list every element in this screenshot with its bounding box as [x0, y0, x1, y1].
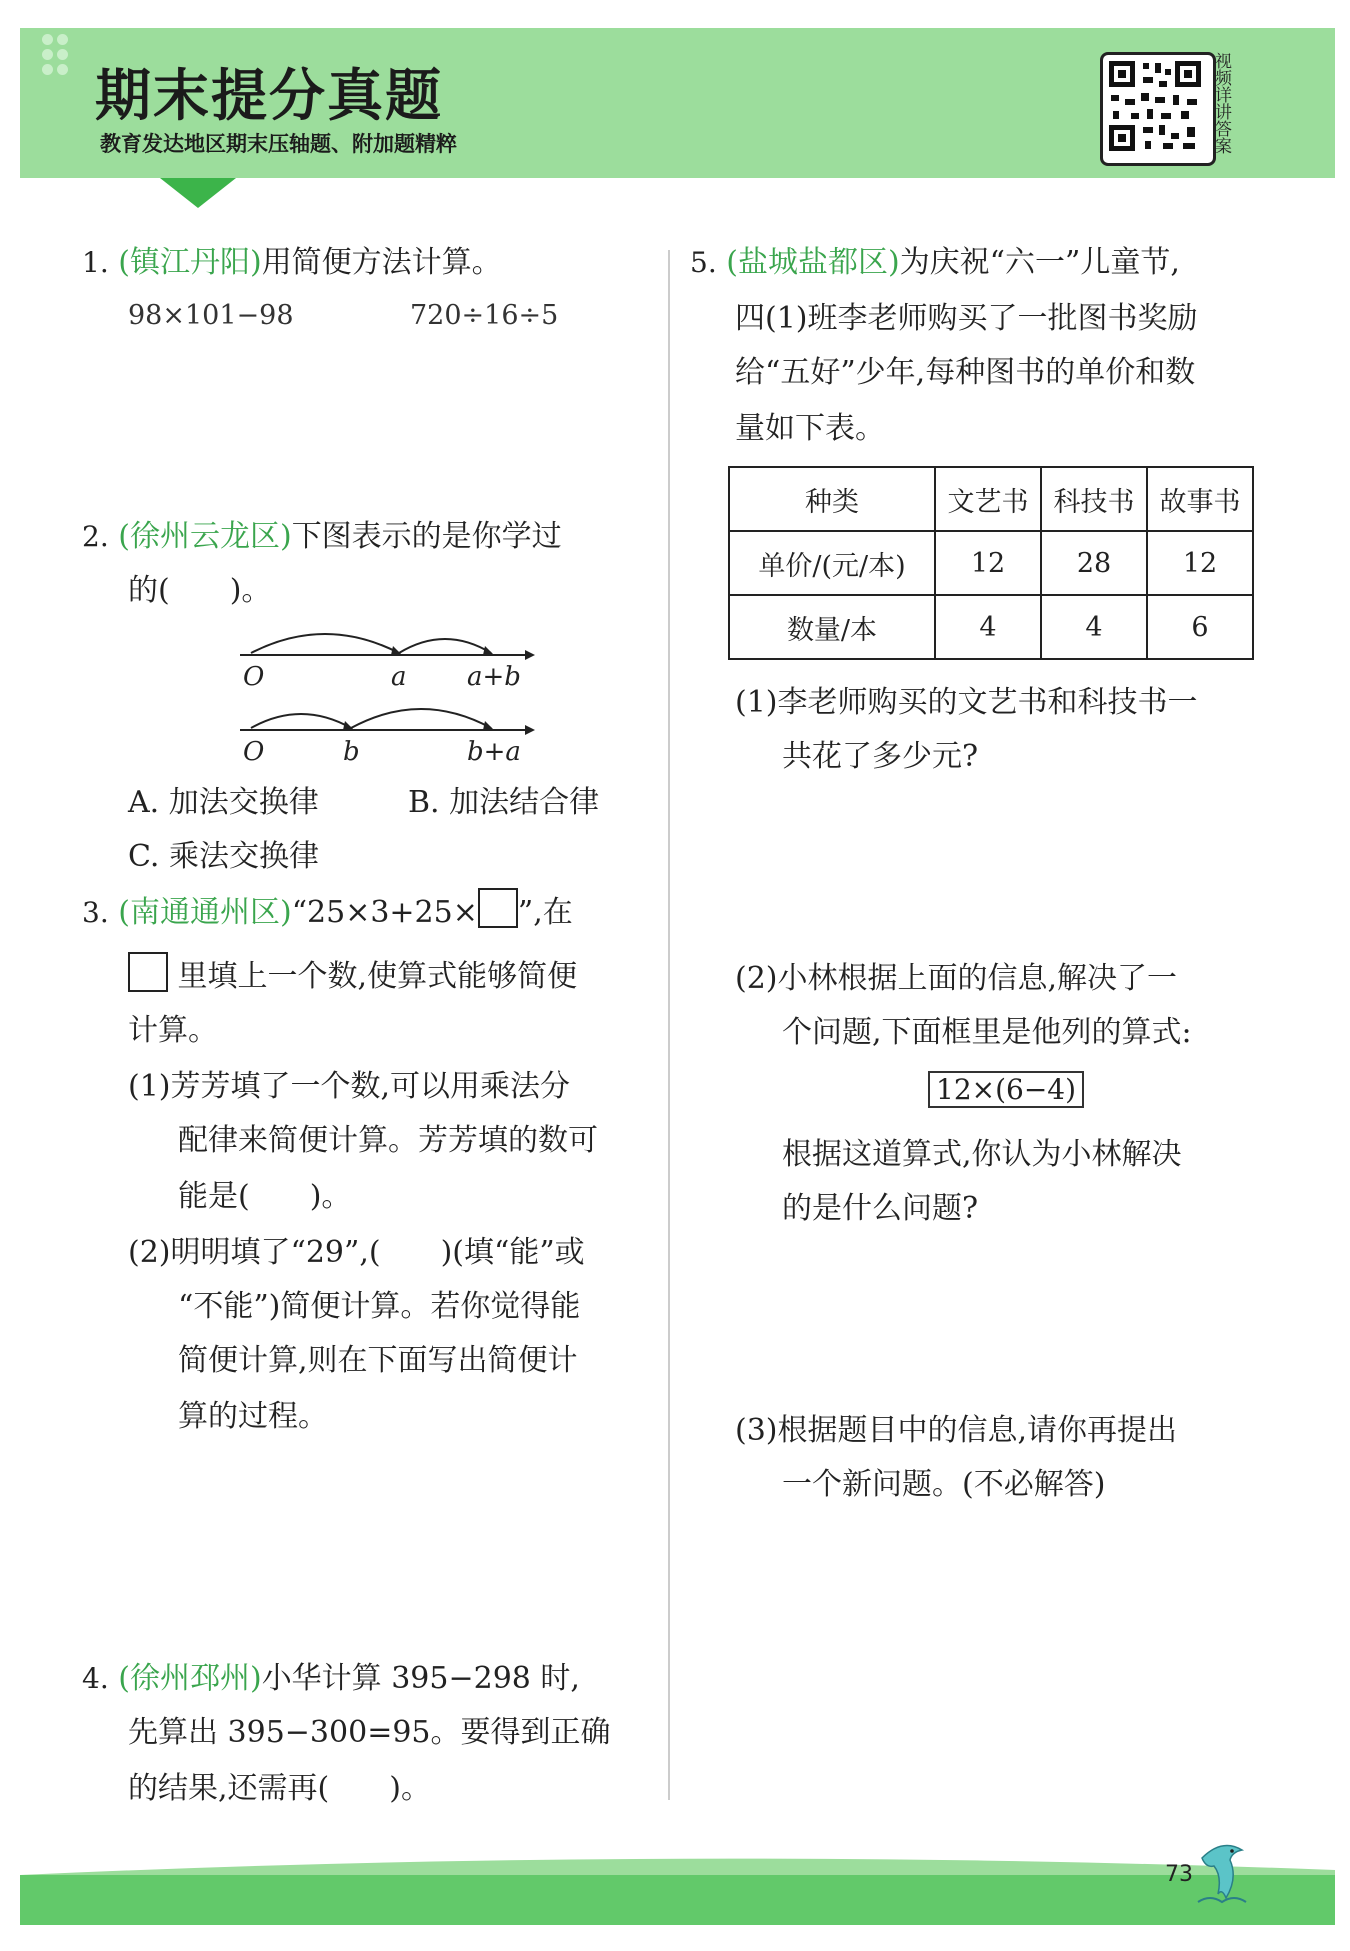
table-header-cell: 种类 [729, 467, 935, 531]
question-source: (镇江丹阳) [118, 245, 262, 280]
axis-label: b+a [467, 737, 521, 767]
question-source: (南通通州区) [118, 895, 292, 930]
jump-arc [399, 639, 491, 653]
sub-question-3-cont: 一个新问题。(不必解答) [782, 1467, 1106, 1502]
page-subtitle: 教育发达地区期末压轴题、附加题精粹 [100, 132, 457, 156]
question-text: 用简便方法计算。 [261, 245, 502, 280]
table-header-cell: 文艺书 [935, 467, 1041, 531]
sub-question-1: (1)李老师购买的文艺书和科技书一 [735, 685, 1198, 720]
question-text: 小华计算 395−298 时, [261, 1661, 580, 1696]
sub-question-2: (2)小林根据上面的信息,解决了一 [735, 961, 1178, 996]
question-number: 4. [82, 1662, 109, 1695]
sub-question-2-cont: 根据这道算式,你认为小林解决 [782, 1137, 1182, 1172]
table-cell: 4 [935, 595, 1041, 659]
sub-question-1: (1)芳芳填了一个数,可以用乘法分 [128, 1069, 571, 1104]
table-row [729, 531, 1253, 595]
dolphin-icon [1192, 1838, 1252, 1908]
column-divider [668, 250, 670, 1800]
question-text-cont: 给“五好”少年,每种图书的单价和数 [735, 355, 1196, 390]
question-number: 3. [82, 896, 109, 929]
question-text-cont: 的结果,还需再( )。 [128, 1771, 431, 1806]
option-c[interactable]: C. 乘法交换律 [128, 839, 319, 874]
axis-label: a+b [467, 662, 521, 692]
formula-text: 12×(6−4) [928, 1071, 1084, 1108]
formula-box [928, 1070, 1084, 1114]
sub-question-1-cont: 能是( )。 [178, 1179, 352, 1214]
question-text: “25×3+25× [291, 895, 478, 930]
footer-band [20, 1875, 1335, 1925]
question-text: ”,在 [517, 895, 573, 930]
table-header-cell: 故事书 [1147, 467, 1253, 531]
question-text: 为庆祝“六一”儿童节, [899, 245, 1180, 280]
table-cell: 数量/本 [729, 595, 935, 659]
table-cell: 单价/(元/本) [729, 531, 935, 595]
question-3 [82, 886, 573, 940]
jump-arc [351, 709, 491, 728]
axis-label: O [243, 662, 265, 692]
table-header-cell: 科技书 [1041, 467, 1147, 531]
sub-question-2-cont: 简便计算,则在下面写出简便计 [178, 1343, 578, 1378]
blank-box[interactable] [478, 888, 518, 928]
question-text-cont: 里填上一个数,使算式能够简便 [128, 950, 577, 1004]
sub-question-2-cont: 算的过程。 [178, 1399, 328, 1434]
table-cell: 12 [1147, 531, 1253, 595]
question-text-cont: 计算。 [128, 1013, 218, 1048]
table-cell: 6 [1147, 595, 1253, 659]
question-text-cont: 四(1)班李老师购买了一批图书奖励 [735, 301, 1198, 336]
header-pointer [160, 178, 236, 208]
axis-label: O [243, 737, 265, 767]
question-2 [82, 510, 562, 564]
sub-question-2: (2)明明填了“29”,( )(填“能”或 [128, 1235, 585, 1270]
table-header-row [729, 467, 1253, 531]
question-text-cont: 的( )。 [128, 573, 272, 608]
expression-1: 98×101−98 [128, 300, 294, 331]
question-source: (徐州云龙区) [118, 519, 292, 554]
table-cell: 4 [1041, 595, 1147, 659]
question-number: 5. [690, 246, 717, 279]
page-title: 期末提分真题 [95, 64, 443, 129]
number-line-diagram [235, 620, 535, 770]
table-cell: 12 [935, 531, 1041, 595]
sub-question-1-cont: 配律来简便计算。芳芳填的数可 [178, 1123, 598, 1158]
question-5 [690, 236, 1180, 290]
axis-label: b [343, 737, 360, 767]
book-table [728, 466, 1254, 660]
decorative-dots [42, 34, 82, 74]
blank-box[interactable] [128, 952, 168, 992]
option-a[interactable]: A. 加法交换律 [128, 785, 319, 820]
arrow-head-icon [525, 650, 535, 660]
question-source: (徐州邳州) [118, 1661, 262, 1696]
jump-arc [251, 634, 399, 653]
sub-question-3: (3)根据题目中的信息,请你再提出 [735, 1413, 1178, 1448]
axis-label: a [391, 662, 407, 692]
arrow-head-icon [525, 725, 535, 735]
question-4 [82, 1652, 580, 1706]
sub-question-1-cont: 共花了多少元? [782, 739, 979, 774]
question-text-cont: 先算出 395−300=95。要得到正确 [128, 1715, 611, 1750]
sub-question-2-cont: 个问题,下面框里是他列的算式: [782, 1015, 1192, 1050]
qr-code-icon[interactable] [1100, 52, 1216, 166]
sub-question-2-cont: “不能”)简便计算。若你觉得能 [178, 1289, 581, 1324]
jump-arc [251, 714, 351, 728]
question-source: (盐城盐都区) [726, 245, 900, 280]
table-cell: 28 [1041, 531, 1147, 595]
expression-2: 720÷16÷5 [410, 300, 559, 331]
question-text-cont: 量如下表。 [735, 411, 885, 446]
question-1 [82, 236, 502, 290]
option-b[interactable]: B. 加法结合律 [408, 785, 600, 820]
question-number: 1. [82, 246, 109, 279]
page-number: 73 [1165, 1862, 1193, 1887]
table-row [729, 595, 1253, 659]
question-number: 2. [82, 520, 109, 553]
question-text: 下图表示的是你学过 [291, 519, 562, 554]
sub-question-2-cont: 的是什么问题? [782, 1191, 979, 1226]
qr-caption: 视频详讲答案 [1215, 52, 1232, 157]
